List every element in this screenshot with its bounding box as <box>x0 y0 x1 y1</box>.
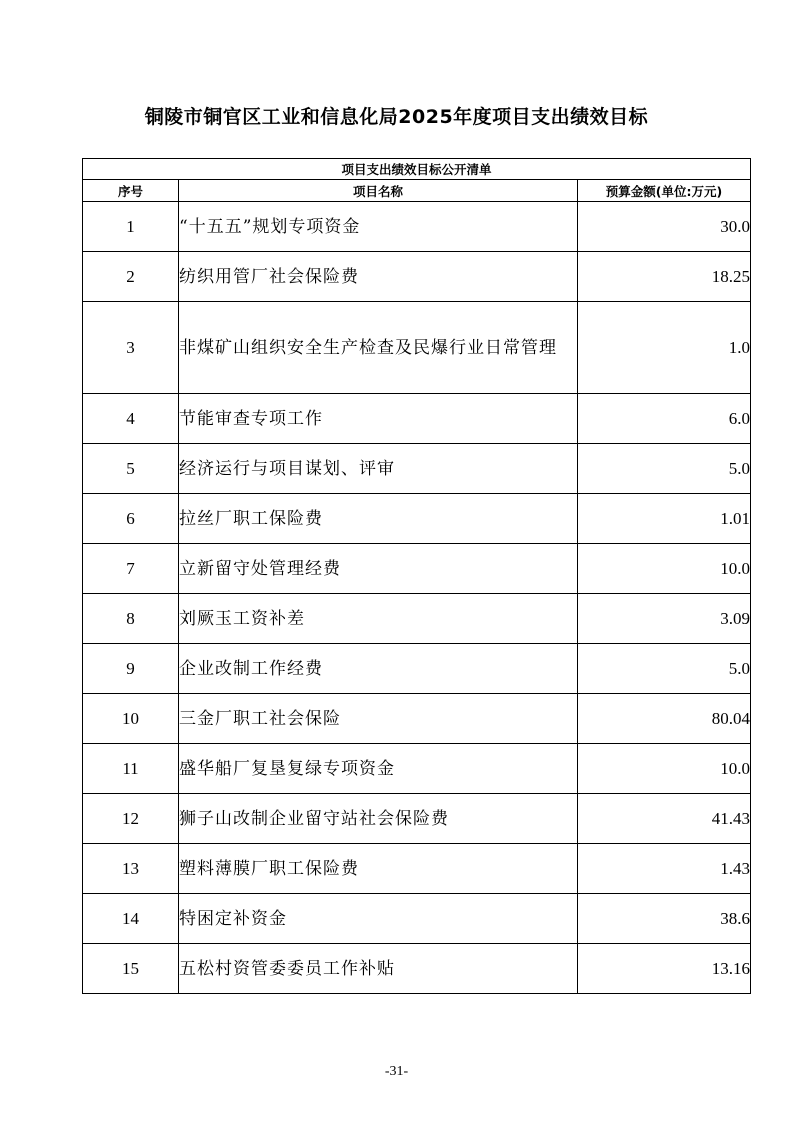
row-no: 2 <box>83 252 179 302</box>
row-name: 三金厂职工社会保险 <box>179 694 578 744</box>
row-name: 特困定补资金 <box>179 894 578 944</box>
row-no: 11 <box>83 744 179 794</box>
table-row <box>83 644 751 694</box>
table-caption: 项目支出绩效目标公开清单 <box>83 159 751 180</box>
row-amount: 3.09 <box>577 594 750 644</box>
table-row <box>83 302 751 394</box>
table-header-row <box>83 180 751 202</box>
row-amount: 10.0 <box>577 744 750 794</box>
row-no: 12 <box>83 794 179 844</box>
row-amount: 80.04 <box>577 694 750 744</box>
row-amount: 5.0 <box>577 444 750 494</box>
table-row <box>83 202 751 252</box>
row-no: 14 <box>83 894 179 944</box>
row-no: 7 <box>83 544 179 594</box>
page-number: -31- <box>384 1064 409 1079</box>
row-amount: 10.0 <box>577 544 750 594</box>
table-row <box>83 252 751 302</box>
row-no: 8 <box>83 594 179 644</box>
row-no: 4 <box>83 394 179 444</box>
table-row <box>83 494 751 544</box>
row-amount: 30.0 <box>577 202 750 252</box>
row-name: 节能审查专项工作 <box>179 394 578 444</box>
row-name: 拉丝厂职工保险费 <box>179 494 578 544</box>
row-no: 15 <box>83 944 179 994</box>
page-title: 铜陵市铜官区工业和信息化局2025年度项目支出绩效目标 <box>144 106 649 128</box>
header-no: 序号 <box>83 180 179 202</box>
row-name: 非煤矿山组织安全生产检查及民爆行业日常管理 <box>179 302 578 394</box>
row-name: 狮子山改制企业留守站社会保险费 <box>179 794 578 844</box>
table-row <box>83 594 751 644</box>
table-row <box>83 394 751 444</box>
row-name: 刘厥玉工资补差 <box>179 594 578 644</box>
table-row <box>83 944 751 994</box>
table-row <box>83 894 751 944</box>
row-name: 盛华船厂复垦复绿专项资金 <box>179 744 578 794</box>
row-no: 3 <box>83 302 179 394</box>
table-row <box>83 544 751 594</box>
row-no: 5 <box>83 444 179 494</box>
row-name: 纺织用管厂社会保险费 <box>179 252 578 302</box>
row-name: “十五五”规划专项资金 <box>179 202 578 252</box>
row-no: 1 <box>83 202 179 252</box>
row-no: 9 <box>83 644 179 694</box>
row-amount: 41.43 <box>577 794 750 844</box>
budget-table <box>82 158 751 994</box>
table-row <box>83 794 751 844</box>
row-amount: 38.6 <box>577 894 750 944</box>
row-name: 五松村资管委委员工作补贴 <box>179 944 578 994</box>
table-row <box>83 694 751 744</box>
row-amount: 1.43 <box>577 844 750 894</box>
row-name: 企业改制工作经费 <box>179 644 578 694</box>
row-no: 6 <box>83 494 179 544</box>
row-amount: 18.25 <box>577 252 750 302</box>
table-row <box>83 744 751 794</box>
row-name: 立新留守处管理经费 <box>179 544 578 594</box>
row-name: 塑料薄膜厂职工保险费 <box>179 844 578 894</box>
row-amount: 5.0 <box>577 644 750 694</box>
row-no: 13 <box>83 844 179 894</box>
table-row <box>83 844 751 894</box>
table-row <box>83 444 751 494</box>
row-amount: 13.16 <box>577 944 750 994</box>
header-name: 项目名称 <box>179 180 578 202</box>
row-amount: 6.0 <box>577 394 750 444</box>
row-no: 10 <box>83 694 179 744</box>
table-caption-row <box>83 159 751 180</box>
header-amount: 预算金额(单位:万元) <box>577 180 750 202</box>
row-amount: 1.01 <box>577 494 750 544</box>
row-name: 经济运行与项目谋划、评审 <box>179 444 578 494</box>
row-amount: 1.0 <box>577 302 750 394</box>
